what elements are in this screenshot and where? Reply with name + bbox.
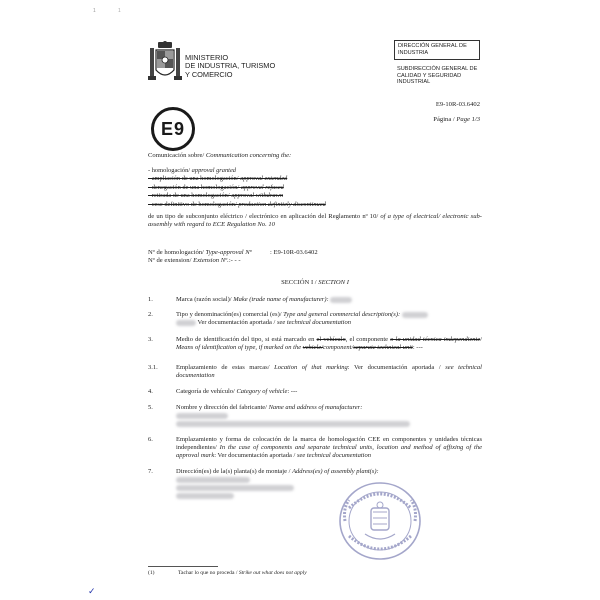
scan-mark: 1 (118, 8, 121, 14)
item-body (176, 468, 482, 500)
option-en: approval refused (240, 183, 284, 191)
option-es: - retirada de una homologación/ (148, 192, 232, 200)
item-es: Emplazamiento de estas marcas/ (176, 364, 275, 371)
footnote-text (178, 570, 307, 577)
subject-en: of a type of electrical/ electronic sub-assembly with regard to ECE Regulation No. 10 (148, 213, 482, 228)
e-approval-mark: E9 (151, 107, 195, 151)
item-identification (148, 336, 484, 354)
option-en: approval granted (191, 167, 236, 174)
item-es: Categoría de vehículo/ (176, 388, 237, 395)
option-discontinued (148, 201, 326, 209)
item-es: Dirección(es) de la(s) planta(s) de montaje / (176, 468, 293, 475)
item-number: 5. (148, 404, 153, 411)
item-body (176, 311, 482, 327)
item-rest: : --- (287, 388, 298, 395)
item-en-struck: vehicle/ (302, 344, 323, 351)
communication-options (148, 167, 326, 209)
item-assembly-plants (148, 468, 484, 508)
item-rest-en: see technical documentation (176, 364, 482, 379)
item-es: Nombre y dirección del fabricante/ (176, 404, 269, 411)
item-en: In the case of components and separate technical units, location and method of affixing of the approval mark (176, 444, 482, 459)
item-en: Make (trade name of manufacturer): (233, 296, 329, 303)
option-granted (148, 167, 326, 175)
item-number: 3.1. (148, 364, 158, 371)
item-en: Name and address of manufacturer: (268, 404, 363, 411)
item-manufacturer (148, 404, 484, 430)
item-number: 2. (148, 311, 153, 318)
subdirectorate-line: CALIDAD Y SEGURIDAD (397, 72, 462, 79)
option-es: - ampliación de una homologación/ (148, 175, 241, 183)
item-body (176, 336, 482, 352)
item-en: component/ (322, 344, 354, 351)
item-rest: : Ver documentación aportada / (214, 452, 297, 459)
subject-es: de un tipo de subconjunto eléctrico / electrónico en aplicación del Reglamento nº 10/ (148, 213, 381, 220)
approval-label-es: Nº de homologación/ (148, 249, 206, 256)
item-es: Medio de identificación del tipo, si está marcado en (176, 336, 317, 343)
redacted-value (330, 297, 352, 303)
item-body (176, 364, 482, 380)
item-body (176, 296, 482, 304)
ministry-line: Y COMERCIO (185, 69, 233, 79)
option-es: - homologación/ (148, 167, 192, 174)
extension-label-es: Nº de extension/ (148, 257, 194, 265)
option-refused (148, 184, 326, 192)
item-number: 1. (148, 296, 153, 303)
item-en-struck: separate technical unit (353, 344, 413, 351)
page-label-en: Page 1/3 (456, 116, 480, 123)
item-rest-en: see technical documentation (276, 319, 351, 326)
ministry-name (185, 54, 275, 79)
heading-en: Communication concerning the: (205, 152, 292, 159)
directorate-line: INDUSTRIA (398, 49, 429, 56)
footnote-number: (1) (148, 570, 155, 576)
item-body (176, 404, 482, 428)
item-make (148, 296, 484, 306)
page-indicator (400, 116, 480, 123)
item-rest: Ver documentación aportada / (197, 319, 277, 326)
subject-paragraph (148, 213, 482, 229)
item-approval-mark-placement (148, 436, 484, 462)
footnote-en: Strike out what does not apply (238, 570, 307, 576)
footnote-divider (148, 566, 218, 567)
item-en: Means of identification of type, if marked on the (176, 344, 303, 351)
section-en: SECTION I (318, 279, 349, 286)
option-es: - cese definitivo de homologación/ (148, 200, 239, 208)
reference-number: E9-10R-03.6402 (435, 101, 480, 108)
item-number: 7. (148, 468, 153, 475)
option-en: approval withdrawn (231, 192, 284, 200)
redacted-value (176, 421, 410, 427)
item-en: Type and general commercial description(s): (283, 311, 401, 318)
directorate-box (394, 40, 480, 60)
approval-numbers (148, 249, 318, 265)
item-number: 4. (148, 388, 153, 395)
item-body (176, 388, 482, 396)
item-es: Marca (razón social)/ (176, 296, 234, 303)
item-en: : --- (412, 344, 423, 351)
item-type (148, 311, 484, 329)
subdirectorate-line: INDUSTRIAL (397, 79, 431, 86)
directorate-line: DIRECCIÓN GENERAL DE (398, 43, 467, 49)
extension-value: :- - - (228, 257, 241, 265)
coat-of-arms-icon (148, 40, 182, 84)
item-vehicle-category (148, 388, 484, 398)
section-title (148, 279, 482, 286)
section-es: SECCIÓN I / (281, 279, 319, 286)
communication-heading (148, 152, 291, 160)
item-es: Tipo y denominación(es) comercial (es)/ (176, 311, 284, 318)
approval-number-row (148, 249, 318, 257)
option-en: approval extended (240, 175, 288, 183)
item-number: 6. (148, 436, 153, 443)
ministry-line: DE INDUSTRIA, TURISMO (185, 61, 276, 71)
item-es: / (480, 336, 483, 343)
item-en: Location of that marking (274, 364, 348, 371)
item-es: Emplazamiento y forma de colocación de la marca de homologación CEE en componentes y unidades técnicas independientes/ (176, 436, 482, 451)
approval-number-value: : E9-10R-03.6402 (270, 249, 318, 256)
scan-mark: 1 (93, 8, 96, 14)
item-es-struck: el vehículo (316, 336, 346, 343)
subdirectorate (397, 66, 487, 86)
ministry-line: MINISTERIO (185, 53, 229, 62)
item-rest-en: see technical documentation (296, 452, 371, 459)
item-body (176, 436, 482, 460)
approval-label-en: Type-approval Nº (205, 249, 252, 256)
redacted-value (176, 413, 228, 419)
redacted-value (176, 477, 250, 483)
pen-mark: ✓ (88, 586, 96, 596)
item-en: Category of vehicle (236, 388, 288, 395)
option-en: production definitely discontinued (238, 200, 326, 208)
heading-es: Comunicación sobre/ (148, 152, 206, 159)
extension-label-en: Extension Nº. (193, 257, 229, 265)
option-withdrawn (148, 192, 326, 200)
option-extended (148, 175, 326, 183)
redacted-value (176, 320, 196, 326)
item-es: , el componente (345, 336, 391, 343)
item-number: 3. (148, 336, 153, 343)
subdirectorate-line: SUBDIRECCIÓN GENERAL DE (397, 66, 478, 72)
item-en: Address(es) of assembly plant(s): (292, 468, 379, 475)
extension-number-row (148, 257, 252, 265)
official-stamp-icon (335, 478, 425, 564)
page-label: Página / (433, 116, 457, 123)
footnote (148, 570, 448, 578)
redacted-value (402, 312, 428, 318)
item-es-struck: o la unidad técnica independiente (390, 336, 481, 343)
option-es: - denegación de una homologación/ (148, 183, 241, 191)
redacted-value (176, 485, 294, 491)
redacted-value (176, 493, 234, 499)
item-rest: : Ver documentación aportada / (347, 364, 446, 371)
item-marking-location (148, 364, 484, 382)
footnote-es: Tachar lo que no proceda / (178, 570, 239, 576)
